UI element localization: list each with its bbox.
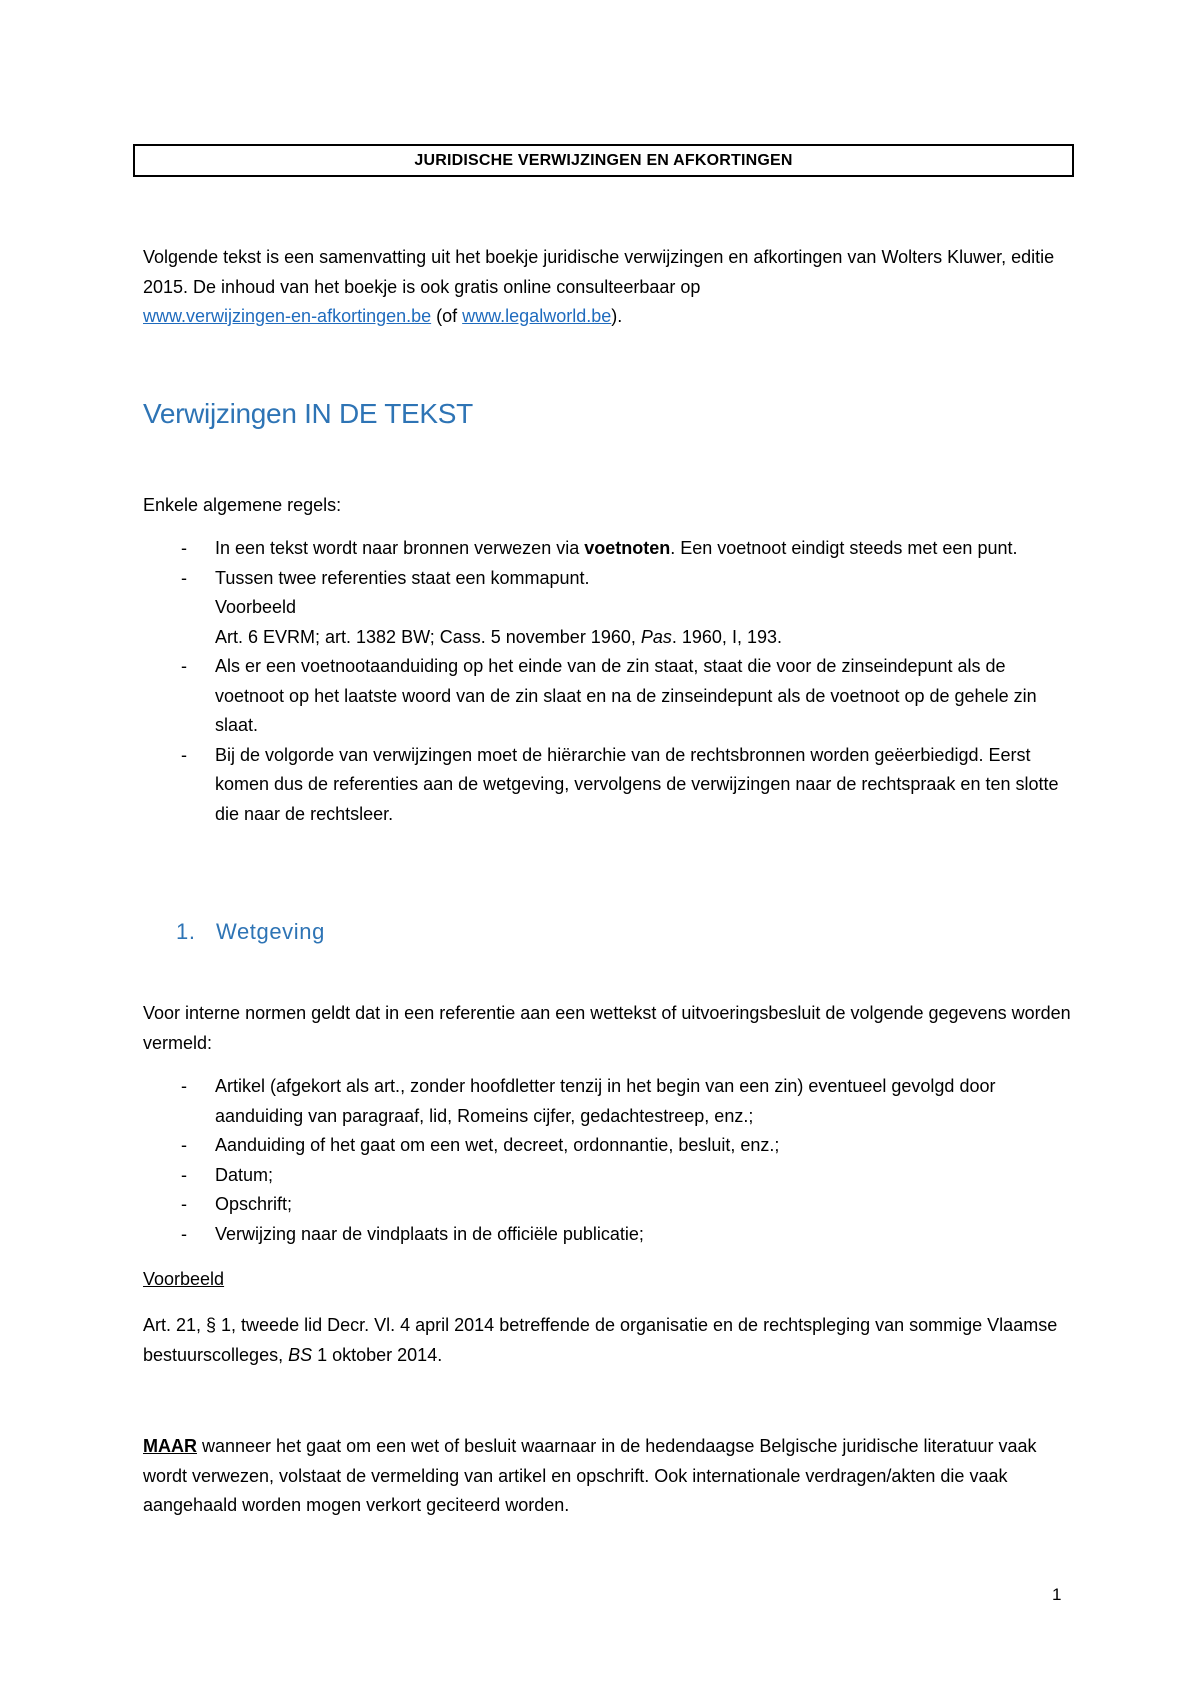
intro-text-paren-open: (of: [431, 306, 463, 326]
intro-paragraph: [143, 243, 1073, 332]
link-verwijzingen[interactable]: www.verwijzingen-en-afkortingen.be: [143, 306, 432, 326]
list-item: - Aanduiding of het gaat om een wet, decreet, ordonnantie, besluit, enz.;: [143, 1131, 1073, 1161]
dash-bullet: -: [181, 744, 187, 765]
dash-bullet: -: [181, 1076, 187, 1096]
section-number: 1.: [176, 919, 196, 944]
list-item: - Opschrift;: [143, 1190, 1073, 1220]
document-title: JURIDISCHE VERWIJZINGEN EN AFKORTINGEN: [414, 151, 793, 169]
list-item: - Artikel (afgekort als art., zonder hoofdletter tenzij in het begin van een zin) eventueel gevolgd door aanduiding van paragraaf, lid, Romeins cijfer, gedachtestreep, enz.;: [143, 1072, 1073, 1131]
list-item: - Als er een voetnootaanduiding op het einde van de zin staat, staat die voor de zinseindepunt als de voetnoot op het laatste woord van de zin slaat en na de zinseindepunt als de voetnoot op de gehele zin slaat.: [143, 652, 1073, 741]
section-heading-verwijzingen: Verwijzingen IN DE TEKST: [143, 398, 473, 429]
page-number: 1: [1052, 1585, 1062, 1604]
list-item: - Tussen twee referenties staat een kommapunt. Voorbeeld Art. 6 EVRM; art. 1382 BW; Cass. 5 november 1960, Pas. 1960, I, 193.: [143, 564, 1073, 653]
rules-list-block: [143, 534, 1073, 829]
list-item: - In een tekst wordt naar bronnen verwezen via voetnoten. Een voetnoot eindigt steeds met een punt.: [143, 534, 1073, 564]
section-heading-wetgeving: [176, 919, 325, 945]
dash-bullet: -: [181, 1135, 187, 1155]
wetgeving-list-block: [143, 1072, 1073, 1249]
list-item: - Verwijzing naar de vindplaats in de officiële publicatie;: [143, 1220, 1073, 1250]
link-legalworld[interactable]: www.legalworld.be: [462, 306, 612, 326]
wetgeving-list: [143, 1072, 1073, 1249]
bold-term-voetnoten: voetnoten: [584, 538, 671, 558]
example-citation: Art. 21, § 1, tweede lid Decr. Vl. 4 april 2014 betreffende de organisatie en de rechtspleging van sommige Vlaamse bestuurscolleges, BS 1 oktober 2014.: [143, 1315, 1058, 1365]
dash-bullet: -: [181, 656, 187, 676]
dash-bullet: -: [181, 567, 187, 588]
list-item: - Bij de volgorde van verwijzingen moet de hiërarchie van de rechtsbronnen worden geëerbiedigd. Eerst komen dus de referenties aan de wetgeving, vervolgens de verwijzingen naar de rechtspraak en ten slotte die naar de rechtsleer.: [143, 741, 1073, 830]
dash-bullet: -: [181, 1164, 187, 1185]
section1-lead: Enkele algemene regels:: [143, 495, 342, 515]
document-title-box: [133, 144, 1074, 177]
note-label: MAAR: [143, 1436, 197, 1456]
section2-lead: Voor interne normen geldt dat in een referentie aan een wettekst of uitvoeringsbesluit de volgende gegevens worden vermeld:: [143, 1003, 1071, 1053]
list-item: - Datum;: [143, 1161, 1073, 1191]
dash-bullet: -: [181, 1194, 187, 1214]
intro-text-paren-close: ).: [611, 306, 623, 326]
example-label: Voorbeeld: [215, 597, 297, 617]
section-title: Wetgeving: [216, 919, 325, 944]
dash-bullet: -: [181, 1223, 187, 1244]
example-heading: Voorbeeld: [143, 1269, 225, 1289]
dash-bullet: -: [181, 538, 187, 558]
rules-list: [143, 534, 1073, 829]
note-paragraph: MAAR wanneer het gaat om een wet of besluit waarnaar in de hedendaagse Belgische juridische literatuur vaak wordt verwezen, volstaat de vermelding van artikel en opschrift. Ook internationale verdragen/akten die vaak aangehaald worden mogen verkort geciteerd worden.: [143, 1436, 1037, 1515]
intro-text: Volgende tekst is een samenvatting uit het boekje juridische verwijzingen en afkortingen van Wolters Kluwer, editie 2015. De inhoud van het boekje is ook gratis online consulteerbaar op: [143, 247, 1055, 297]
